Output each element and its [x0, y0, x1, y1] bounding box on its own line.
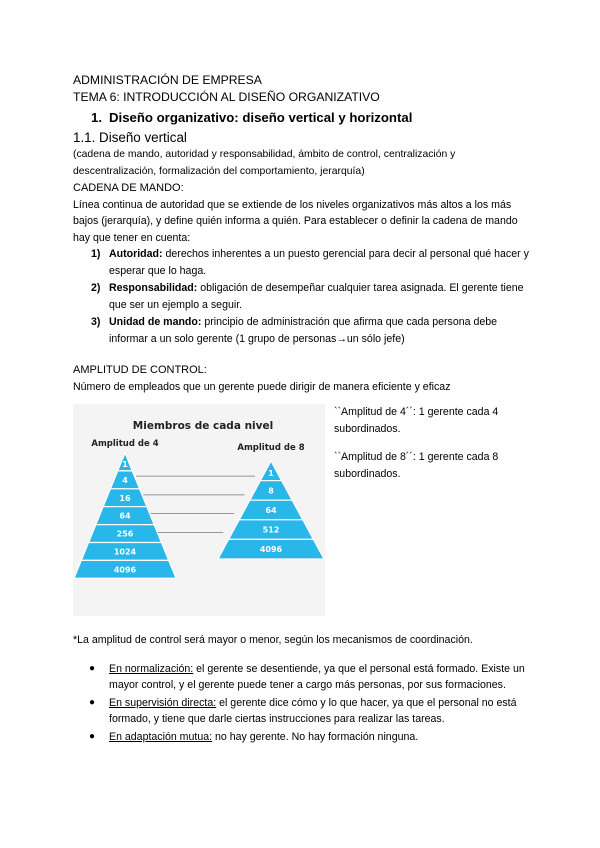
list-item: [73, 729, 533, 746]
right-pyramid-level-value: 8: [268, 486, 274, 496]
list-item: [73, 246, 533, 279]
bullet-icon: ●: [89, 730, 96, 742]
item-text: el gerente se desentiende, ya que el personal está formado. Existe un mayor control, y el gerente puede tener a cargo más personas, por sus formaciones.: [109, 662, 525, 691]
note-amplitud-8: ``Amplitud de 8´´: 1 gerente cada 8 subordinados.: [334, 451, 499, 480]
list-item: [73, 661, 533, 694]
mechanisms-list: [73, 661, 533, 746]
list-item: [73, 695, 533, 728]
topic-title: TEMA 6: INTRODUCCIÓN AL DISEÑO ORGANIZATIVO: [73, 90, 380, 104]
subsection-heading: 1.1. Diseño vertical: [73, 130, 187, 145]
item-text: derechos inherentes a un puesto gerencial para decir al personal qué hacer y esperar que lo haga.: [109, 248, 529, 277]
right-pyramid-label: Amplitud de 8: [237, 443, 305, 453]
cadena-text: Línea continua de autoridad que se extiende de los niveles organizativos más altos a los más bajos (jerarquía), y define quién informa a quién. Para establecer o definir la cadena de mando hay que tener en cuenta:: [73, 198, 518, 244]
figure-notes: [334, 404, 533, 494]
section-heading: [91, 108, 533, 127]
item-text: el gerente dice cómo y lo que hacer, ya que el personal no está formado, y tiene que darle ciertas instrucciones para realizar las tareas.: [109, 696, 517, 725]
cadena-heading: CADENA DE MANDO:: [73, 182, 184, 194]
item-number: 3): [91, 316, 101, 328]
left-pyramid-label: Amplitud de 4: [91, 439, 159, 449]
item-term: En normalización:: [109, 662, 194, 675]
item-term: Unidad de mando:: [109, 316, 202, 328]
right-pyramid-level-value: 512: [262, 525, 280, 535]
bullet-icon: ●: [89, 696, 96, 708]
amplitud-text: Número de empleados que un gerente puede dirigir de manera eficiente y eficaz: [73, 380, 451, 393]
item-text: obligación de desempeñar cualquier tarea asignada. El gerente tiene que ser un ejemplo a seguir.: [109, 282, 524, 311]
section-title: Diseño organizativo: diseño vertical y horizontal: [109, 110, 413, 125]
right-pyramid-level-value: 4096: [259, 545, 283, 555]
note-amplitud-4: ``Amplitud de 4´´: 1 gerente cada 4 subordinados.: [334, 406, 499, 435]
right-pyramid-level-value: 64: [265, 506, 277, 515]
coordination-note: *La amplitud de control será mayor o menor, según los mecanismos de coordinación.: [73, 634, 473, 646]
left-pyramid-level-value: 64: [119, 511, 131, 521]
amplitud-heading: AMPLITUD DE CONTROL:: [73, 364, 207, 376]
pyramids-diagram: [73, 404, 325, 616]
right-pyramid-level-value: 1: [268, 468, 274, 478]
item-text: principio de administración que afirma que cada persona debe informar a un solo gerente (1 grupo de personas→un sólo jefe): [109, 316, 498, 345]
item-number: 1): [91, 248, 101, 260]
list-item: [73, 280, 533, 313]
list-item: [73, 314, 533, 347]
cadena-list: [73, 246, 533, 347]
item-term: Responsabilidad:: [109, 282, 198, 294]
span-of-control-figure: [73, 404, 533, 626]
item-term: En adaptación mutua:: [109, 730, 213, 743]
left-pyramid-level-value: 1: [122, 459, 128, 469]
section-number: 1.: [91, 110, 102, 125]
left-pyramid-level-value: 1024: [113, 547, 137, 557]
item-term: En supervisión directa:: [109, 696, 217, 709]
document-page: [73, 72, 533, 746]
left-pyramid-level-value: 16: [119, 493, 131, 503]
left-pyramid-level-value: 4096: [113, 565, 137, 575]
item-number: 2): [91, 282, 101, 294]
left-pyramid-level-value: 256: [116, 529, 134, 539]
item-text: no hay gerente. No hay formación ninguna.: [212, 730, 419, 743]
figure-title: Miembros de cada nivel: [132, 420, 274, 432]
course-title: ADMINISTRACIÓN DE EMPRESA: [73, 73, 262, 87]
subsection-topics: (cadena de mando, autoridad y responsabilidad, ámbito de control, centralización y descentralización, formalización del comportamiento, jerarquía): [73, 149, 456, 177]
bullet-icon: ●: [89, 662, 96, 674]
item-term: Autoridad:: [109, 248, 163, 260]
left-pyramid-level-value: 4: [122, 475, 128, 485]
